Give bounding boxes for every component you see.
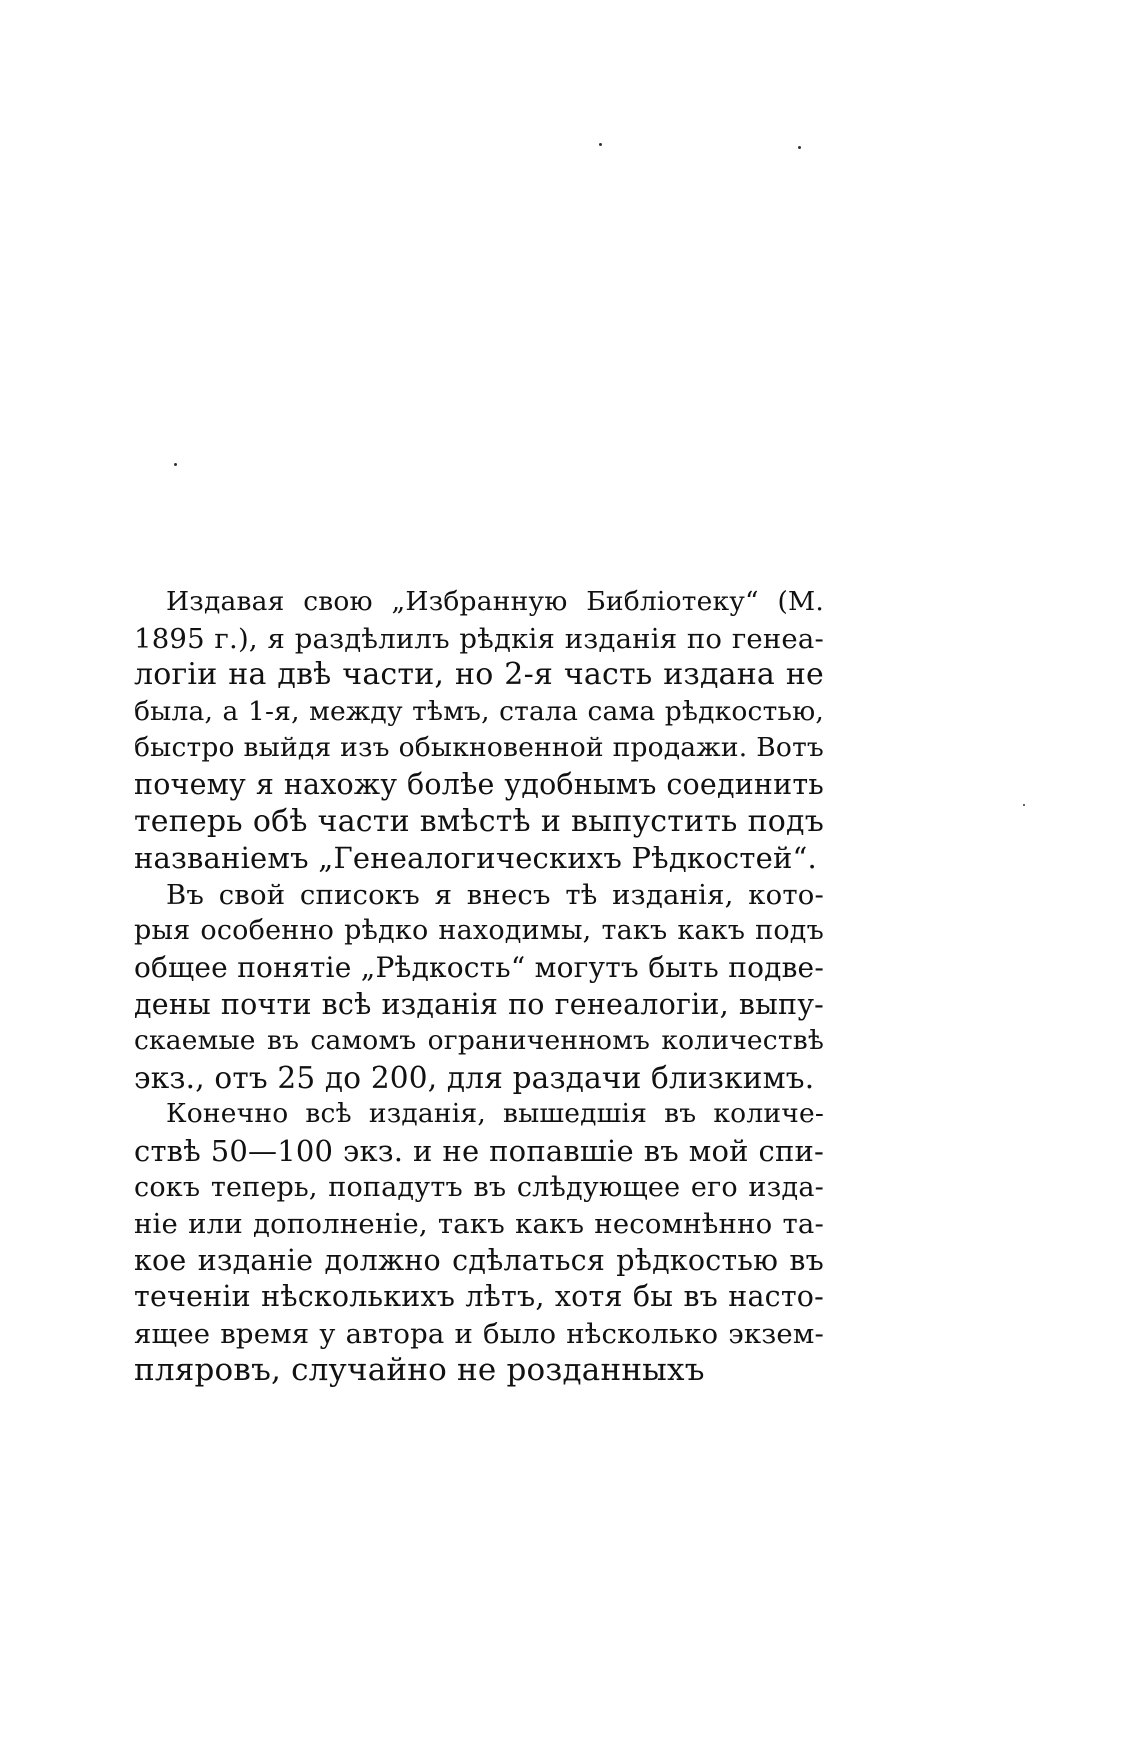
text-line: дены почти всѣ изданія по генеалогіи, выпу- xyxy=(134,987,824,1021)
text-line: 1895 г.), я раздѣлилъ рѣдкія изданія по генеа- xyxy=(134,622,824,655)
text-line: Въ свой списокъ я внесъ тѣ изданія, кото- xyxy=(166,878,824,911)
body-text xyxy=(134,584,824,1389)
text-line: ніе или дополненіе, такъ какъ несомнѣнно та- xyxy=(134,1208,824,1241)
text-line: названіемъ „Генеалогическихъ Рѣдкостей“. xyxy=(134,841,817,876)
text-line: ящее время у автора и было нѣсколько экзем- xyxy=(134,1317,824,1350)
text-line: общее понятіе „Рѣдкость“ могутъ быть подве- xyxy=(134,950,824,984)
text-line: рыя особенно рѣдко находимы, такъ какъ подъ xyxy=(134,915,824,947)
text-line: сокъ теперь, попадутъ въ слѣдующее его изда- xyxy=(134,1171,824,1203)
text-line: Издавая свою „Избранную Библіотеку“ (М. xyxy=(166,586,824,617)
text-line: ствѣ 50—100 экз. и не попавшіе въ мой спи- xyxy=(134,1133,824,1168)
text-line: экз., отъ 25 до 200, для раздачи близкимъ. xyxy=(134,1060,815,1095)
text-line: пляровъ, случайно не розданныхъ xyxy=(134,1352,705,1389)
text-line: была, а 1-я, между тѣмъ, стала сама рѣдкостью, xyxy=(134,695,824,727)
scan-speck xyxy=(1023,804,1025,806)
paragraph-3 xyxy=(134,1096,824,1389)
paragraph-1 xyxy=(134,584,824,877)
text-line: теченіи нѣсколькихъ лѣтъ, хотя бы въ насто- xyxy=(134,1280,824,1314)
scan-speck xyxy=(599,143,602,146)
text-line: логіи на двѣ части, но 2-я часть издана не xyxy=(134,657,824,693)
text-line: кое изданіе должно сдѣлаться рѣдкостью въ xyxy=(134,1243,824,1277)
text-line: скаемые въ самомъ ограниченномъ количествѣ xyxy=(134,1025,824,1057)
paragraph-2 xyxy=(134,877,824,1097)
text-line: теперь обѣ части вмѣстѣ и выпустить подъ xyxy=(134,803,824,839)
text-line: почему я нахожу болѣе удобнымъ соединить xyxy=(134,767,824,801)
scan-speck xyxy=(174,463,177,466)
text-line: Конечно всѣ изданія, вышедшія въ количе- xyxy=(166,1098,824,1130)
scan-speck xyxy=(798,146,801,149)
text-line: быстро выйдя изъ обыкновенной продажи. Вотъ xyxy=(134,732,824,764)
